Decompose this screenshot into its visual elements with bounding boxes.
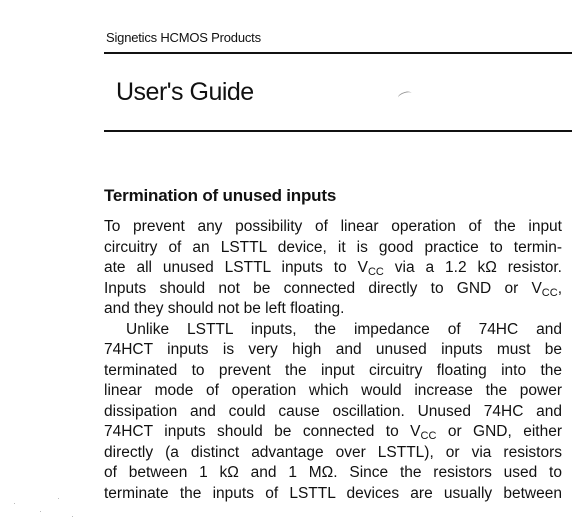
text-run: Inputs should not be connected directly to GND or V: [104, 279, 542, 297]
text-line: directly (a distinct advantage over LSTTL), or via resistors: [104, 443, 562, 461]
text-run: or GND, either: [436, 423, 562, 440]
scan-speck: [14, 503, 15, 504]
text-line: [104, 422, 562, 443]
text-line: 74HCT inputs is very high and unused inputs must be: [104, 341, 562, 358]
scan-speck: [40, 511, 41, 512]
guide-title: User's Guide: [116, 78, 254, 106]
subscript: CC: [367, 266, 384, 278]
text-run: ate all unused LSTTL inputs to V: [104, 259, 368, 276]
scan-speck: [72, 516, 73, 517]
top-rule: [104, 52, 572, 54]
text-line: circuitry of an LSTTL device, it is good practice to termin-: [104, 238, 562, 256]
text-run: via a 1.2 kΩ resistor.: [383, 259, 562, 276]
scan-speck: [58, 498, 59, 499]
section-heading: Termination of unused inputs: [104, 186, 337, 205]
text-line: [104, 279, 562, 300]
text-line: dissipation and could cause oscillation. Unused 74HC and: [104, 402, 562, 420]
text-line: To prevent any possibility of linear operation of the input: [104, 218, 562, 235]
text-line: linear mode of operation which would increase the power: [104, 382, 562, 399]
text-line: Unlike LSTTL inputs, the impedance of 74HC and: [126, 320, 562, 338]
text-line: [104, 258, 562, 279]
bottom-rule: [104, 130, 572, 132]
subscript: CC: [541, 286, 558, 299]
text-run: 74HCT inputs should be connected to V: [104, 423, 421, 440]
scan-mark: [397, 90, 412, 101]
text-line: terminate the inputs of LSTTL devices are usually between: [104, 484, 562, 502]
text-line: and they should not be left floating.: [104, 300, 345, 317]
text-line: of between 1 kΩ and 1 MΩ. Since the resistors used to: [104, 464, 562, 481]
subscript: CC: [420, 430, 437, 442]
text-run: ,: [557, 279, 562, 297]
body-text: [104, 217, 562, 504]
text-line: terminated to prevent the input circuitry floating into the: [104, 361, 562, 379]
running-title: Signetics HCMOS Products: [106, 30, 261, 45]
